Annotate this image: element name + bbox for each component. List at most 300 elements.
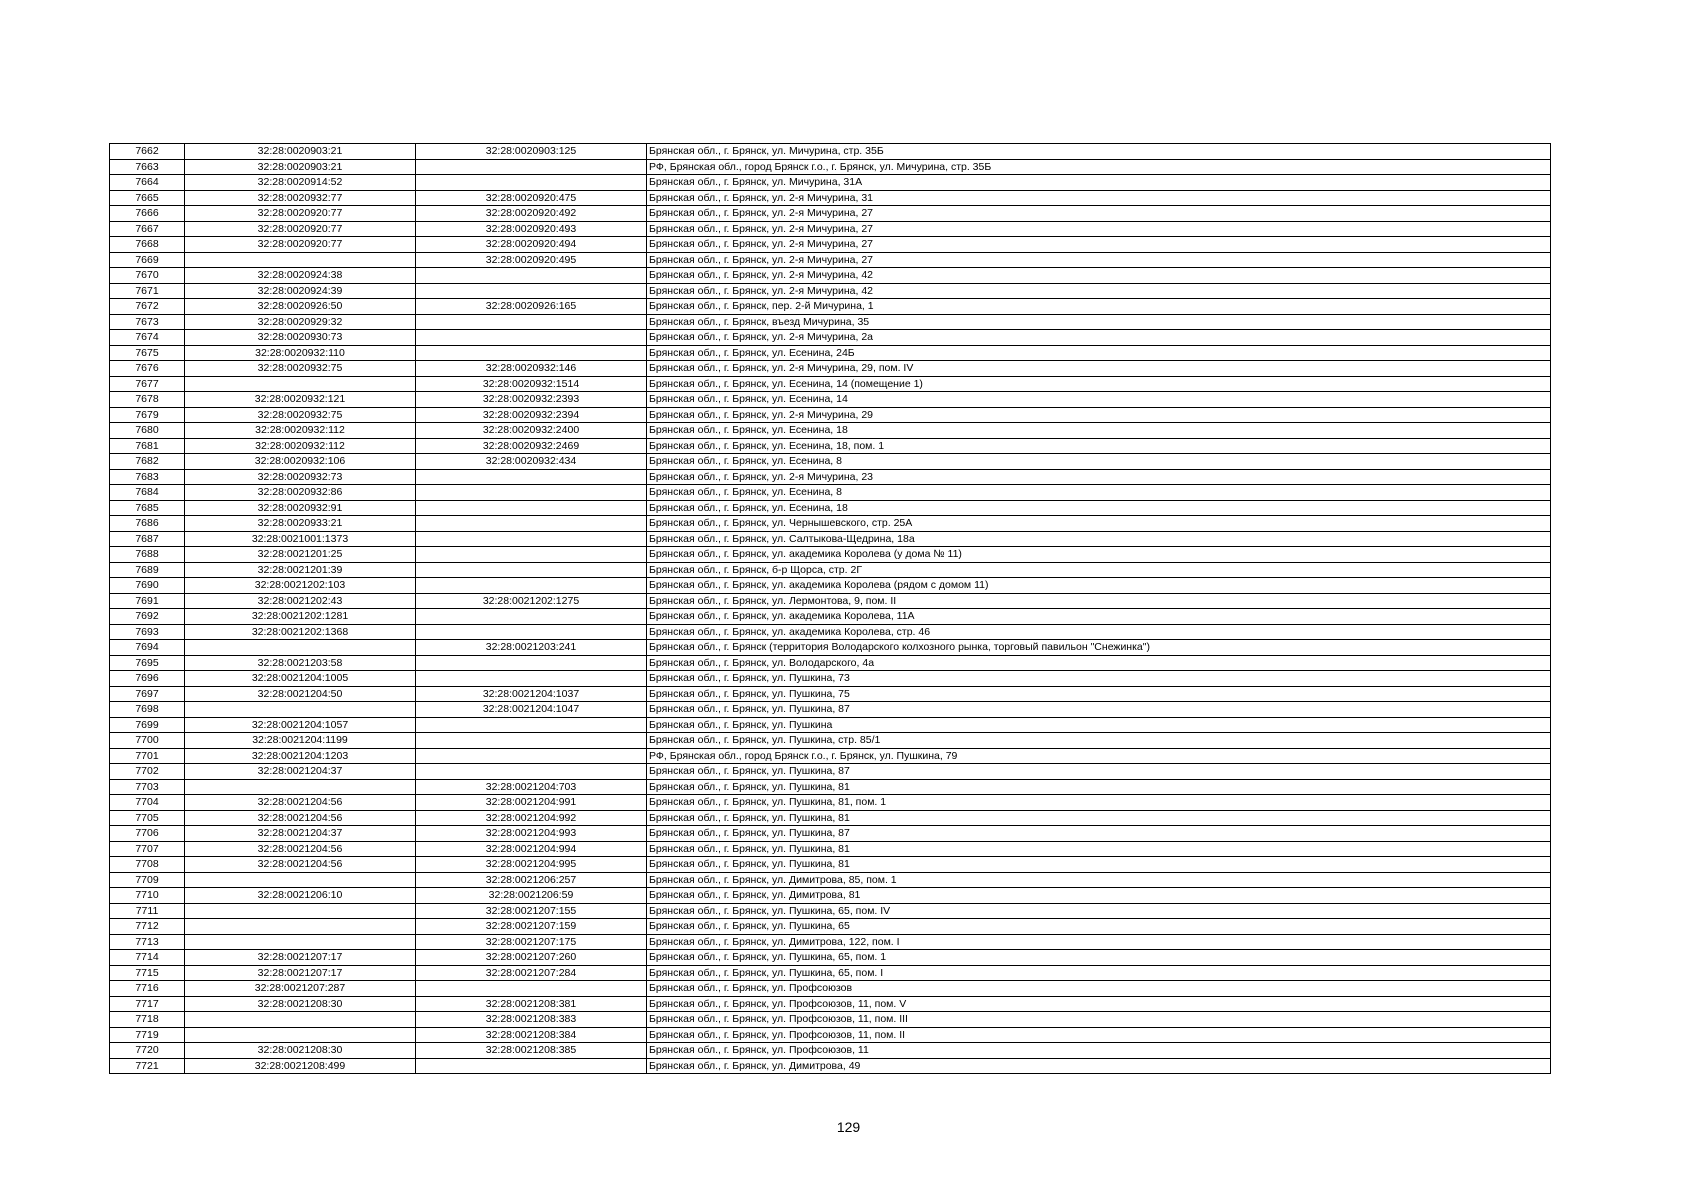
table-row xyxy=(110,376,1551,392)
land-cadastral-number-cell: 32:28:0020932:77 xyxy=(185,190,416,206)
table-row xyxy=(110,221,1551,237)
land-cadastral-number-cell: 32:28:0021207:17 xyxy=(185,950,416,966)
object-cadastral-number-cell xyxy=(416,268,647,284)
address-cell: Брянская обл., г. Брянск, ул. 2-я Мичурина, 27 xyxy=(647,206,1551,222)
table-row xyxy=(110,965,1551,981)
table-row xyxy=(110,314,1551,330)
table-row xyxy=(110,919,1551,935)
land-cadastral-number-cell: 32:28:0021206:10 xyxy=(185,888,416,904)
object-cadastral-number-cell xyxy=(416,547,647,563)
row-number-cell: 7708 xyxy=(110,857,185,873)
row-number-cell: 7694 xyxy=(110,640,185,656)
table-row xyxy=(110,593,1551,609)
address-cell: РФ, Брянская обл., город Брянск г.о., г. Брянск, ул. Мичурина, стр. 35Б xyxy=(647,159,1551,175)
land-cadastral-number-cell xyxy=(185,252,416,268)
address-cell: Брянская обл., г. Брянск, ул. академика Королева, стр. 46 xyxy=(647,624,1551,640)
table-row xyxy=(110,733,1551,749)
table-row xyxy=(110,299,1551,315)
address-cell: Брянская обл., г. Брянск, ул. Пушкина, 87 xyxy=(647,764,1551,780)
object-cadastral-number-cell xyxy=(416,981,647,997)
address-cell: Брянская обл., г. Брянск, ул. Есенина, 18, пом. 1 xyxy=(647,438,1551,454)
address-cell: Брянская обл., г. Брянск, ул. Есенина, 18 xyxy=(647,423,1551,439)
object-cadastral-number-cell xyxy=(416,1058,647,1074)
row-number-cell: 7711 xyxy=(110,903,185,919)
address-cell: Брянская обл., г. Брянск, ул. 2-я Мичурина, 23 xyxy=(647,469,1551,485)
table-row xyxy=(110,407,1551,423)
land-cadastral-number-cell: 32:28:0021204:1057 xyxy=(185,717,416,733)
table-row xyxy=(110,981,1551,997)
object-cadastral-number-cell: 32:28:0021207:155 xyxy=(416,903,647,919)
row-number-cell: 7688 xyxy=(110,547,185,563)
object-cadastral-number-cell: 32:28:0021204:995 xyxy=(416,857,647,873)
land-cadastral-number-cell: 32:28:0021207:287 xyxy=(185,981,416,997)
land-cadastral-number-cell: 32:28:0020932:73 xyxy=(185,469,416,485)
address-cell: Брянская обл., г. Брянск, ул. Димитрова, 49 xyxy=(647,1058,1551,1074)
row-number-cell: 7705 xyxy=(110,810,185,826)
object-cadastral-number-cell: 32:28:0020920:492 xyxy=(416,206,647,222)
land-cadastral-number-cell xyxy=(185,903,416,919)
address-cell: Брянская обл., г. Брянск, ул. Пушкина, 81 xyxy=(647,841,1551,857)
row-number-cell: 7693 xyxy=(110,624,185,640)
land-cadastral-number-cell: 32:28:0020932:106 xyxy=(185,454,416,470)
table-row xyxy=(110,547,1551,563)
address-cell: Брянская обл., г. Брянск, ул. 2-я Мичурина, 27 xyxy=(647,237,1551,253)
page-number: 129 xyxy=(836,1119,861,1135)
address-cell: Брянская обл., г. Брянск, ул. Димитрова, 122, пом. I xyxy=(647,934,1551,950)
object-cadastral-number-cell: 32:28:0021208:384 xyxy=(416,1027,647,1043)
row-number-cell: 7689 xyxy=(110,562,185,578)
row-number-cell: 7670 xyxy=(110,268,185,284)
object-cadastral-number-cell xyxy=(416,609,647,625)
address-cell: РФ, Брянская обл., город Брянск г.о., г. Брянск, ул. Пушкина, 79 xyxy=(647,748,1551,764)
address-cell: Брянская обл., г. Брянск, ул. Есенина, 8 xyxy=(647,454,1551,470)
address-cell: Брянская обл., г. Брянск, ул. Пушкина, 75 xyxy=(647,686,1551,702)
land-cadastral-number-cell: 32:28:0021204:37 xyxy=(185,826,416,842)
table-row xyxy=(110,175,1551,191)
object-cadastral-number-cell xyxy=(416,624,647,640)
object-cadastral-number-cell: 32:28:0021202:1275 xyxy=(416,593,647,609)
address-cell: Брянская обл., г. Брянск, ул. Есенина, 18 xyxy=(647,500,1551,516)
address-cell: Брянская обл., г. Брянск, ул. 2-я Мичурина, 29, пом. IV xyxy=(647,361,1551,377)
row-number-cell: 7695 xyxy=(110,655,185,671)
address-cell: Брянская обл., г. Брянск (территория Володарского колхозного рынка, торговый павильон "Снежинка") xyxy=(647,640,1551,656)
land-cadastral-number-cell: 32:28:0021204:56 xyxy=(185,795,416,811)
object-cadastral-number-cell xyxy=(416,485,647,501)
row-number-cell: 7720 xyxy=(110,1043,185,1059)
object-cadastral-number-cell xyxy=(416,531,647,547)
table-row xyxy=(110,485,1551,501)
row-number-cell: 7717 xyxy=(110,996,185,1012)
row-number-cell: 7679 xyxy=(110,407,185,423)
object-cadastral-number-cell xyxy=(416,500,647,516)
table-row xyxy=(110,237,1551,253)
row-number-cell: 7703 xyxy=(110,779,185,795)
address-cell: Брянская обл., г. Брянск, пер. 2-й Мичурина, 1 xyxy=(647,299,1551,315)
address-cell: Брянская обл., г. Брянск, ул. Пушкина, 73 xyxy=(647,671,1551,687)
row-number-cell: 7683 xyxy=(110,469,185,485)
registry-table xyxy=(109,143,1551,1074)
row-number-cell: 7706 xyxy=(110,826,185,842)
address-cell: Брянская обл., г. Брянск, ул. академика Королева (рядом с домом 11) xyxy=(647,578,1551,594)
row-number-cell: 7716 xyxy=(110,981,185,997)
land-cadastral-number-cell: 32:28:0021204:1005 xyxy=(185,671,416,687)
address-cell: Брянская обл., г. Брянск, ул. Володарского, 4а xyxy=(647,655,1551,671)
land-cadastral-number-cell: 32:28:0020933:21 xyxy=(185,516,416,532)
row-number-cell: 7707 xyxy=(110,841,185,857)
land-cadastral-number-cell xyxy=(185,376,416,392)
land-cadastral-number-cell: 32:28:0020932:86 xyxy=(185,485,416,501)
object-cadastral-number-cell: 32:28:0021203:241 xyxy=(416,640,647,656)
land-cadastral-number-cell xyxy=(185,1027,416,1043)
table-row xyxy=(110,872,1551,888)
object-cadastral-number-cell xyxy=(416,671,647,687)
object-cadastral-number-cell: 32:28:0020932:2393 xyxy=(416,392,647,408)
row-number-cell: 7712 xyxy=(110,919,185,935)
object-cadastral-number-cell: 32:28:0020903:125 xyxy=(416,144,647,160)
address-cell: Брянская обл., г. Брянск, ул. академика Королева (у дома № 11) xyxy=(647,547,1551,563)
row-number-cell: 7678 xyxy=(110,392,185,408)
table-row xyxy=(110,640,1551,656)
land-cadastral-number-cell: 32:28:0020920:77 xyxy=(185,237,416,253)
object-cadastral-number-cell: 32:28:0020920:495 xyxy=(416,252,647,268)
address-cell: Брянская обл., г. Брянск, ул. Мичурина, стр. 35Б xyxy=(647,144,1551,160)
land-cadastral-number-cell: 32:28:0021204:56 xyxy=(185,857,416,873)
address-cell: Брянская обл., г. Брянск, ул. Пушкина, 81 xyxy=(647,857,1551,873)
address-cell: Брянская обл., г. Брянск, ул. Лермонтова, 9, пом. II xyxy=(647,593,1551,609)
row-number-cell: 7673 xyxy=(110,314,185,330)
table-row xyxy=(110,469,1551,485)
table-row xyxy=(110,609,1551,625)
table-row xyxy=(110,1058,1551,1074)
land-cadastral-number-cell: 32:28:0021204:37 xyxy=(185,764,416,780)
land-cadastral-number-cell xyxy=(185,640,416,656)
land-cadastral-number-cell: 32:28:0020932:75 xyxy=(185,361,416,377)
row-number-cell: 7701 xyxy=(110,748,185,764)
row-number-cell: 7700 xyxy=(110,733,185,749)
land-cadastral-number-cell: 32:28:0020932:110 xyxy=(185,345,416,361)
object-cadastral-number-cell: 32:28:0020920:494 xyxy=(416,237,647,253)
object-cadastral-number-cell xyxy=(416,717,647,733)
address-cell: Брянская обл., г. Брянск, ул. 2-я Мичурина, 27 xyxy=(647,252,1551,268)
address-cell: Брянская обл., г. Брянск, ул. Пушкина, 65, пом. 1 xyxy=(647,950,1551,966)
row-number-cell: 7699 xyxy=(110,717,185,733)
table-row xyxy=(110,686,1551,702)
row-number-cell: 7715 xyxy=(110,965,185,981)
address-cell: Брянская обл., г. Брянск, ул. 2-я Мичурина, 42 xyxy=(647,268,1551,284)
object-cadastral-number-cell: 32:28:0021206:257 xyxy=(416,872,647,888)
object-cadastral-number-cell: 32:28:0021204:1037 xyxy=(416,686,647,702)
address-cell: Брянская обл., г. Брянск, ул. Пушкина, 87 xyxy=(647,826,1551,842)
row-number-cell: 7666 xyxy=(110,206,185,222)
address-cell: Брянская обл., г. Брянск, ул. Пушкина, 65 xyxy=(647,919,1551,935)
table-row xyxy=(110,578,1551,594)
table-row xyxy=(110,268,1551,284)
table-row xyxy=(110,671,1551,687)
row-number-cell: 7687 xyxy=(110,531,185,547)
row-number-cell: 7719 xyxy=(110,1027,185,1043)
object-cadastral-number-cell: 32:28:0020932:1514 xyxy=(416,376,647,392)
row-number-cell: 7697 xyxy=(110,686,185,702)
land-cadastral-number-cell: 32:28:0021203:58 xyxy=(185,655,416,671)
land-cadastral-number-cell: 32:28:0021202:1281 xyxy=(185,609,416,625)
object-cadastral-number-cell xyxy=(416,330,647,346)
object-cadastral-number-cell: 32:28:0021204:1047 xyxy=(416,702,647,718)
land-cadastral-number-cell: 32:28:0021202:103 xyxy=(185,578,416,594)
address-cell: Брянская обл., г. Брянск, ул. Профсоюзов, 11, пом. II xyxy=(647,1027,1551,1043)
row-number-cell: 7718 xyxy=(110,1012,185,1028)
row-number-cell: 7684 xyxy=(110,485,185,501)
address-cell: Брянская обл., г. Брянск, ул. Димитрова, 85, пом. 1 xyxy=(647,872,1551,888)
row-number-cell: 7672 xyxy=(110,299,185,315)
land-cadastral-number-cell: 32:28:0020932:112 xyxy=(185,438,416,454)
table-row xyxy=(110,159,1551,175)
object-cadastral-number-cell: 32:28:0020920:493 xyxy=(416,221,647,237)
table-row xyxy=(110,826,1551,842)
object-cadastral-number-cell: 32:28:0020932:2400 xyxy=(416,423,647,439)
address-cell: Брянская обл., г. Брянск, ул. Димитрова, 81 xyxy=(647,888,1551,904)
row-number-cell: 7677 xyxy=(110,376,185,392)
object-cadastral-number-cell: 32:28:0021204:993 xyxy=(416,826,647,842)
address-cell: Брянская обл., г. Брянск, ул. Профсоюзов xyxy=(647,981,1551,997)
object-cadastral-number-cell: 32:28:0021208:381 xyxy=(416,996,647,1012)
object-cadastral-number-cell xyxy=(416,345,647,361)
address-cell: Брянская обл., г. Брянск, ул. Пушкина, 65, пом. I xyxy=(647,965,1551,981)
row-number-cell: 7686 xyxy=(110,516,185,532)
land-cadastral-number-cell: 32:28:0021204:56 xyxy=(185,841,416,857)
land-cadastral-number-cell: 32:28:0020932:121 xyxy=(185,392,416,408)
address-cell: Брянская обл., г. Брянск, ул. Есенина, 24Б xyxy=(647,345,1551,361)
row-number-cell: 7704 xyxy=(110,795,185,811)
row-number-cell: 7692 xyxy=(110,609,185,625)
table-row xyxy=(110,950,1551,966)
object-cadastral-number-cell xyxy=(416,733,647,749)
table-row xyxy=(110,655,1551,671)
land-cadastral-number-cell: 32:28:0020924:39 xyxy=(185,283,416,299)
table-row xyxy=(110,361,1551,377)
object-cadastral-number-cell xyxy=(416,562,647,578)
table-row xyxy=(110,857,1551,873)
row-number-cell: 7668 xyxy=(110,237,185,253)
row-number-cell: 7664 xyxy=(110,175,185,191)
address-cell: Брянская обл., г. Брянск, ул. Есенина, 8 xyxy=(647,485,1551,501)
address-cell: Брянская обл., г. Брянск, въезд Мичурина, 35 xyxy=(647,314,1551,330)
object-cadastral-number-cell xyxy=(416,655,647,671)
address-cell: Брянская обл., г. Брянск, ул. Есенина, 14 (помещение 1) xyxy=(647,376,1551,392)
object-cadastral-number-cell: 32:28:0021207:175 xyxy=(416,934,647,950)
address-cell: Брянская обл., г. Брянск, ул. 2-я Мичурина, 31 xyxy=(647,190,1551,206)
address-cell: Брянская обл., г. Брянск, ул. 2-я Мичурина, 2а xyxy=(647,330,1551,346)
row-number-cell: 7680 xyxy=(110,423,185,439)
table-row xyxy=(110,779,1551,795)
address-cell: Брянская обл., г. Брянск, ул. Профсоюзов, 11 xyxy=(647,1043,1551,1059)
table-row xyxy=(110,764,1551,780)
land-cadastral-number-cell: 32:28:0020903:21 xyxy=(185,144,416,160)
object-cadastral-number-cell: 32:28:0020932:146 xyxy=(416,361,647,377)
row-number-cell: 7662 xyxy=(110,144,185,160)
land-cadastral-number-cell: 32:28:0020924:38 xyxy=(185,268,416,284)
address-cell: Брянская обл., г. Брянск, ул. Пушкина, 65, пом. IV xyxy=(647,903,1551,919)
table-row xyxy=(110,423,1551,439)
land-cadastral-number-cell xyxy=(185,872,416,888)
table-row xyxy=(110,1012,1551,1028)
address-cell: Брянская обл., г. Брянск, ул. 2-я Мичурина, 42 xyxy=(647,283,1551,299)
object-cadastral-number-cell: 32:28:0021207:260 xyxy=(416,950,647,966)
object-cadastral-number-cell: 32:28:0021208:385 xyxy=(416,1043,647,1059)
address-cell: Брянская обл., г. Брянск, ул. 2-я Мичурина, 29 xyxy=(647,407,1551,423)
object-cadastral-number-cell: 32:28:0021207:159 xyxy=(416,919,647,935)
address-cell: Брянская обл., г. Брянск, ул. Пушкина xyxy=(647,717,1551,733)
table-row xyxy=(110,144,1551,160)
table-row xyxy=(110,795,1551,811)
row-number-cell: 7665 xyxy=(110,190,185,206)
row-number-cell: 7676 xyxy=(110,361,185,377)
land-cadastral-number-cell: 32:28:0021204:1203 xyxy=(185,748,416,764)
land-cadastral-number-cell: 32:28:0020920:77 xyxy=(185,206,416,222)
object-cadastral-number-cell xyxy=(416,748,647,764)
object-cadastral-number-cell: 32:28:0021204:992 xyxy=(416,810,647,826)
land-cadastral-number-cell: 32:28:0020929:32 xyxy=(185,314,416,330)
object-cadastral-number-cell xyxy=(416,283,647,299)
land-cadastral-number-cell: 32:28:0021001:1373 xyxy=(185,531,416,547)
object-cadastral-number-cell: 32:28:0021207:284 xyxy=(416,965,647,981)
row-number-cell: 7696 xyxy=(110,671,185,687)
land-cadastral-number-cell: 32:28:0021202:43 xyxy=(185,593,416,609)
row-number-cell: 7702 xyxy=(110,764,185,780)
table-row xyxy=(110,1027,1551,1043)
land-cadastral-number-cell: 32:28:0021207:17 xyxy=(185,965,416,981)
land-cadastral-number-cell: 32:28:0021208:30 xyxy=(185,1043,416,1059)
table-row xyxy=(110,1043,1551,1059)
table-row xyxy=(110,438,1551,454)
row-number-cell: 7710 xyxy=(110,888,185,904)
row-number-cell: 7709 xyxy=(110,872,185,888)
land-cadastral-number-cell: 32:28:0020903:21 xyxy=(185,159,416,175)
row-number-cell: 7663 xyxy=(110,159,185,175)
address-cell: Брянская обл., г. Брянск, ул. Чернышевского, стр. 25А xyxy=(647,516,1551,532)
row-number-cell: 7669 xyxy=(110,252,185,268)
land-cadastral-number-cell: 32:28:0020914:52 xyxy=(185,175,416,191)
table-row xyxy=(110,888,1551,904)
row-number-cell: 7675 xyxy=(110,345,185,361)
address-cell: Брянская обл., г. Брянск, ул. Пушкина, 81, пом. 1 xyxy=(647,795,1551,811)
land-cadastral-number-cell xyxy=(185,702,416,718)
object-cadastral-number-cell: 32:28:0021204:703 xyxy=(416,779,647,795)
object-cadastral-number-cell: 32:28:0021204:994 xyxy=(416,841,647,857)
row-number-cell: 7671 xyxy=(110,283,185,299)
table-row xyxy=(110,841,1551,857)
land-cadastral-number-cell xyxy=(185,934,416,950)
row-number-cell: 7674 xyxy=(110,330,185,346)
object-cadastral-number-cell: 32:28:0020932:2394 xyxy=(416,407,647,423)
object-cadastral-number-cell: 32:28:0020920:475 xyxy=(416,190,647,206)
object-cadastral-number-cell: 32:28:0020926:165 xyxy=(416,299,647,315)
row-number-cell: 7690 xyxy=(110,578,185,594)
row-number-cell: 7714 xyxy=(110,950,185,966)
row-number-cell: 7691 xyxy=(110,593,185,609)
object-cadastral-number-cell xyxy=(416,578,647,594)
object-cadastral-number-cell xyxy=(416,314,647,330)
address-cell: Брянская обл., г. Брянск, ул. Мичурина, 31А xyxy=(647,175,1551,191)
table-row xyxy=(110,702,1551,718)
table-row xyxy=(110,516,1551,532)
object-cadastral-number-cell: 32:28:0020932:434 xyxy=(416,454,647,470)
table-row xyxy=(110,903,1551,919)
land-cadastral-number-cell: 32:28:0021204:1199 xyxy=(185,733,416,749)
table-row xyxy=(110,454,1551,470)
address-cell: Брянская обл., г. Брянск, ул. Пушкина, 81 xyxy=(647,810,1551,826)
object-cadastral-number-cell: 32:28:0021204:991 xyxy=(416,795,647,811)
row-number-cell: 7681 xyxy=(110,438,185,454)
address-cell: Брянская обл., г. Брянск, ул. Пушкина, 87 xyxy=(647,702,1551,718)
address-cell: Брянская обл., г. Брянск, ул. Пушкина, стр. 85/1 xyxy=(647,733,1551,749)
object-cadastral-number-cell xyxy=(416,159,647,175)
table-row xyxy=(110,330,1551,346)
table-row xyxy=(110,252,1551,268)
table-row xyxy=(110,934,1551,950)
address-cell: Брянская обл., г. Брянск, б-р Щорса, стр. 2Г xyxy=(647,562,1551,578)
object-cadastral-number-cell: 32:28:0021206:59 xyxy=(416,888,647,904)
object-cadastral-number-cell xyxy=(416,469,647,485)
object-cadastral-number-cell xyxy=(416,175,647,191)
table-row xyxy=(110,748,1551,764)
land-cadastral-number-cell xyxy=(185,919,416,935)
table-row xyxy=(110,562,1551,578)
object-cadastral-number-cell xyxy=(416,516,647,532)
table-row xyxy=(110,531,1551,547)
table-row xyxy=(110,717,1551,733)
row-number-cell: 7682 xyxy=(110,454,185,470)
land-cadastral-number-cell: 32:28:0020920:77 xyxy=(185,221,416,237)
land-cadastral-number-cell: 32:28:0021204:50 xyxy=(185,686,416,702)
row-number-cell: 7667 xyxy=(110,221,185,237)
address-cell: Брянская обл., г. Брянск, ул. Салтыкова-Щедрина, 18а xyxy=(647,531,1551,547)
table-row xyxy=(110,392,1551,408)
registry-table-body xyxy=(110,144,1551,1074)
table-row xyxy=(110,345,1551,361)
land-cadastral-number-cell xyxy=(185,1012,416,1028)
land-cadastral-number-cell: 32:28:0020932:75 xyxy=(185,407,416,423)
table-row xyxy=(110,500,1551,516)
object-cadastral-number-cell: 32:28:0020932:2469 xyxy=(416,438,647,454)
land-cadastral-number-cell: 32:28:0021202:1368 xyxy=(185,624,416,640)
row-number-cell: 7698 xyxy=(110,702,185,718)
address-cell: Брянская обл., г. Брянск, ул. Профсоюзов, 11, пом. V xyxy=(647,996,1551,1012)
table-row xyxy=(110,206,1551,222)
land-cadastral-number-cell: 32:28:0021201:39 xyxy=(185,562,416,578)
address-cell: Брянская обл., г. Брянск, ул. Профсоюзов, 11, пом. III xyxy=(647,1012,1551,1028)
land-cadastral-number-cell: 32:28:0021201:25 xyxy=(185,547,416,563)
row-number-cell: 7685 xyxy=(110,500,185,516)
land-cadastral-number-cell: 32:28:0020932:112 xyxy=(185,423,416,439)
land-cadastral-number-cell xyxy=(185,779,416,795)
land-cadastral-number-cell: 32:28:0021208:499 xyxy=(185,1058,416,1074)
land-cadastral-number-cell: 32:28:0021204:56 xyxy=(185,810,416,826)
table-row xyxy=(110,624,1551,640)
table-row xyxy=(110,996,1551,1012)
address-cell: Брянская обл., г. Брянск, ул. Есенина, 14 xyxy=(647,392,1551,408)
row-number-cell: 7721 xyxy=(110,1058,185,1074)
address-cell: Брянская обл., г. Брянск, ул. Пушкина, 81 xyxy=(647,779,1551,795)
table-row xyxy=(110,283,1551,299)
land-cadastral-number-cell: 32:28:0020926:50 xyxy=(185,299,416,315)
address-cell: Брянская обл., г. Брянск, ул. академика Королева, 11А xyxy=(647,609,1551,625)
land-cadastral-number-cell: 32:28:0020932:91 xyxy=(185,500,416,516)
address-cell: Брянская обл., г. Брянск, ул. 2-я Мичурина, 27 xyxy=(647,221,1551,237)
object-cadastral-number-cell xyxy=(416,764,647,780)
table-row xyxy=(110,190,1551,206)
row-number-cell: 7713 xyxy=(110,934,185,950)
table-row xyxy=(110,810,1551,826)
